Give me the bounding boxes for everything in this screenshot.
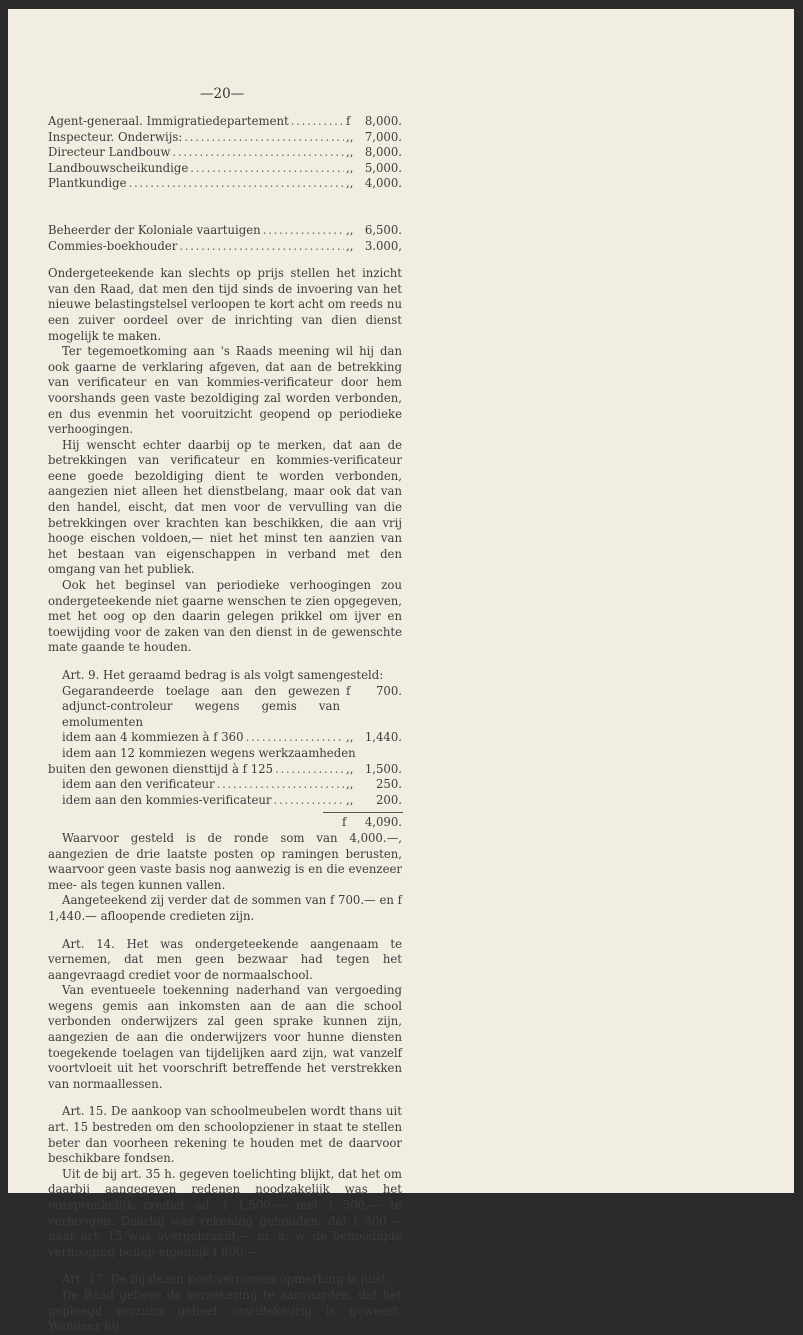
paragraph: Aangeteekend zij verder dat de sommen van f 700.— en f 1,440.— afloopende credieten zijn.	[48, 893, 402, 923]
art9-row: idem aan den kommies-verificateur . . . ,, 200.	[48, 793, 402, 809]
art9-first-item: Gegarandeerde toelage aan den gewezen adjunct-controleur wegens gemis van emolumenten f 700.	[62, 683, 402, 729]
salary-row: Commies-boekhouder . . . ,, 3.000,	[48, 239, 402, 255]
salary-row: Plantkundige . . . ,, 4,000.	[48, 176, 402, 192]
paragraph: Waarvoor gesteld is de ronde som van 4,000.—, aangezien de drie laatste posten op ramingen berusten, waarvoor geen vaste basis nog aanwezig is en die evenzeer mee- als tegen kunnen vallen.	[48, 830, 402, 892]
paragraph: Ook het beginsel van periodieke verhoogingen zou ondergeteekende niet gaarne wenschen te zien opgegeven, met het oog op den daarin gelegen prikkel om ijver en toewijding voor de zaken van den dienst in de gewenschte mate gaande te houden.	[48, 578, 402, 655]
art17-heading: Art. 17. De bij dezen post vernomen opmerking is juist.	[62, 1272, 390, 1287]
art9-row: idem aan den verificateur . . . ,, 250.	[48, 777, 402, 793]
art9-total: f 4,090.	[342, 815, 402, 830]
salary-row: Beheerder der Koloniale vaartuigen . . . ,, 6,500.	[48, 223, 402, 239]
paragraph: Ter tegemoetkoming aan 's Raads meening wil hij dan ook gaarne de verklaring afgeven, dat aan de betrekking van verificateur en van kommies-verificateur door hem voorshands geen vaste bezoldiging zal worden verbonden, en dus evenmin het vooruitzicht geopend op periodieke verhoogingen.	[48, 344, 402, 437]
salary-list-2	[48, 223, 402, 254]
paragraph: Ondergeteekende kan slechts op prijs stellen het inzicht van den Raad, dat men den tijd sinds de invoering van het nieuwe belastingstelsel verloopen te kort acht om reeds nu een zuiver oordeel over de inrichting van dien dienst mogelijk te maken.	[48, 266, 402, 343]
text-column	[48, 114, 402, 1335]
paragraph: Uit de bij art. 35 h. gegeven toelichting blijkt, dat het om daarbij aangegeven redenen noodzakelijk was het oorspronkelijk crediet ad. f 1,500.— met f 500.— te verhoogen. Daarbij was rekening gehouden, dat f 300.— naar art. 15 was overgebracht,— m. a. w. de benoodigde verhooging beliep eigenlijk f 800.—	[48, 1166, 402, 1259]
paragraph: De Raad gelieve de verzekering te aanvaarden, dat het gepleegd verzuim geheel onwillekeurig is geweest. Wanneer hij	[48, 1287, 402, 1334]
salary-row: Landbouwscheikundige . . . ,, 5,000.	[48, 161, 402, 177]
art9-row: idem aan 4 kommiezen à f 360 . . . ,, 1,440.	[48, 730, 402, 746]
sum-rule	[323, 812, 403, 813]
salary-row: Inspecteur. Onderwijs: . . . ,, 7,000.	[48, 130, 402, 146]
salary-row: Agent-generaal. Immigratiedepartement . . . f 8,000.	[48, 114, 402, 130]
salary-row: Directeur Landbouw . . . ,, 8,000.	[48, 145, 402, 161]
paragraph: Hij wenscht echter daarbij op te merken, dat aan de betrekkingen van verificateur en kommies-verificateur eene goede bezoldiging dient te worden verbonden, aangezien niet alleen het dienstbelang, maar ook dat van den handel, eischt, dat men voor de vervulling van die betrekkingen over krachten kan beschikken, die aan vrij hooge eischen voldoen,— niet het minst ten aanzien van het bestaan van eigenschappen in verband met den omgang van het publiek.	[48, 437, 402, 577]
art14-heading: Art. 14. Het was ondergeteekende aangenaam te vernemen, dat men geen bezwaar had tegen het aangevraagd crediet voor de normaalschool.	[48, 936, 402, 982]
paragraph: Van eventueele toekenning naderhand van vergoeding wegens gemis aan inkomsten aan de aan die school verbonden onderwijzers zal geen sprake kunnen zijn, aangezien de aan die onderwijzers voor hunne diensten toegekende toelagen van tijdelijken aard zijn, wat vanzelf voortvloeit uit het voorschrift betreffende het verstrekken van normaallessen.	[48, 983, 402, 1091]
art9-row-multiline-b: buiten den gewonen diensttijd à f 125 . . . ,, 1,500.	[48, 762, 402, 778]
salary-list-1	[48, 114, 402, 192]
art9-row-multiline-a: idem aan 12 kommiezen wegens werkzaamheden	[62, 745, 356, 760]
page-number: —20—	[200, 86, 245, 102]
art15-heading: Art. 15. De aankoop van schoolmeubelen wordt thans uit art. 15 bestreden om den schoolopziener in staat te stellen beter dan voorheen rekening te houden met de daarvoor beschikbare fondsen.	[48, 1104, 402, 1166]
art9-heading: Art. 9. Het geraamd bedrag is als volgt samengesteld:	[62, 668, 384, 682]
